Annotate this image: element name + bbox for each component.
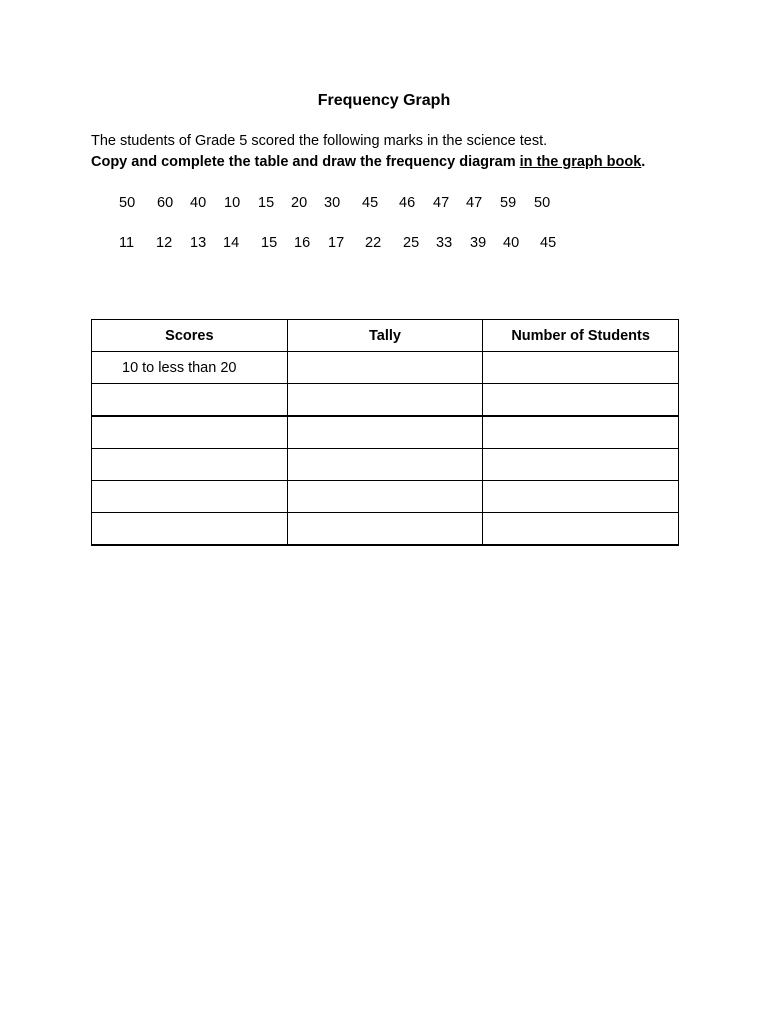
mark-value: 60	[157, 195, 174, 211]
mark-value: 22	[365, 235, 382, 251]
intro-text: The students of Grade 5 scored the following marks in the science test.	[91, 133, 548, 149]
mark-value: 17	[328, 235, 345, 251]
mark-value: 47	[433, 195, 450, 211]
table-cell-count[interactable]	[483, 416, 679, 449]
mark-value: 50	[119, 195, 136, 211]
column-header-number-of-students: Number of Students	[483, 320, 679, 352]
table-cell-tally[interactable]	[287, 416, 482, 449]
mark-value: 40	[190, 195, 207, 211]
table-cell-count[interactable]	[483, 449, 679, 481]
table-row	[92, 352, 679, 384]
table-cell-tally[interactable]	[287, 481, 482, 513]
table-row	[92, 449, 679, 481]
instruction-underlined: in the graph book	[519, 154, 642, 170]
mark-value: 16	[294, 235, 311, 251]
marks-row-2	[0, 235, 768, 255]
table-cell-tally[interactable]	[287, 352, 482, 384]
mark-value: 10	[224, 195, 241, 211]
instruction-text	[91, 154, 645, 170]
table-row	[92, 513, 679, 546]
table-cell-score[interactable]	[92, 449, 288, 481]
mark-value: 14	[223, 235, 240, 251]
page-title: Frequency Graph	[317, 92, 451, 109]
mark-value: 50	[534, 195, 551, 211]
mark-value: 39	[470, 235, 487, 251]
table-cell-score[interactable]	[92, 481, 288, 513]
instruction-main: Copy and complete the table and draw the frequency diagram	[91, 154, 520, 170]
column-header-scores: Scores	[92, 320, 288, 352]
table-cell-count[interactable]	[483, 513, 679, 546]
table-cell-tally[interactable]	[287, 449, 482, 481]
mark-value: 45	[362, 195, 379, 211]
mark-value: 15	[261, 235, 278, 251]
table-cell-score[interactable]	[92, 416, 288, 449]
table-row	[92, 384, 679, 417]
mark-value: 46	[399, 195, 416, 211]
table-cell-score[interactable]: 10 to less than 20	[92, 352, 288, 384]
mark-value: 20	[291, 195, 308, 211]
column-header-tally: Tally	[287, 320, 482, 352]
frequency-table	[91, 319, 679, 546]
mark-value: 40	[503, 235, 520, 251]
table-cell-count[interactable]	[483, 481, 679, 513]
instruction-end: .	[641, 154, 646, 170]
table-cell-tally[interactable]	[287, 513, 482, 546]
mark-value: 15	[258, 195, 275, 211]
mark-value: 13	[190, 235, 207, 251]
mark-value: 59	[500, 195, 517, 211]
mark-value: 45	[540, 235, 557, 251]
mark-value: 33	[436, 235, 453, 251]
table-cell-count[interactable]	[483, 384, 679, 417]
table-cell-score[interactable]	[92, 384, 288, 417]
table-cell-count[interactable]	[483, 352, 679, 384]
mark-value: 30	[324, 195, 341, 211]
table-row	[92, 481, 679, 513]
marks-row-1	[0, 195, 768, 215]
mark-value: 11	[119, 235, 135, 251]
table-row	[92, 416, 679, 449]
table-cell-score[interactable]	[92, 513, 288, 546]
mark-value: 47	[466, 195, 483, 211]
mark-value: 25	[403, 235, 420, 251]
table-header-row	[92, 320, 679, 352]
mark-value: 12	[156, 235, 173, 251]
table-cell-tally[interactable]	[287, 384, 482, 417]
